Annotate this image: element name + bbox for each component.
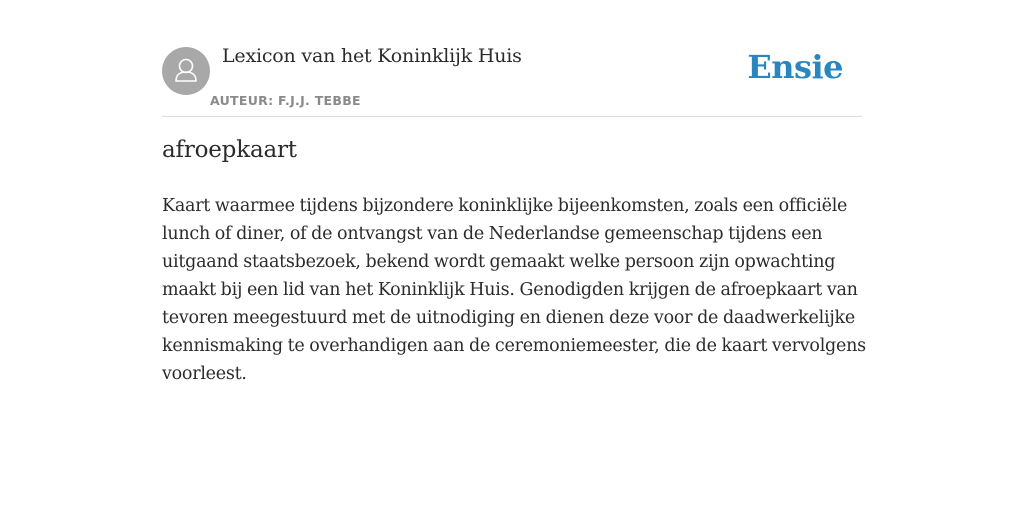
ensie-logo[interactable]: Ensie [747, 48, 843, 86]
book-title[interactable]: Lexicon van het Koninklijk Huis [222, 45, 522, 67]
entry-definition: Kaart waarmee tijdens bijzondere koninklijke bijeenkomsten, zoals een officiële lunch of diner, of de ontvangst van de Nederlandse gemeenschap tijdens een uitgaand staatsbezoek, bekend wordt gemaakt welke persoon zijn opwachting maakt bij een lid van het Koninklijk Huis. Genodigden krijgen de afroepkaart van tevoren meegestuurd met de uitnodiging en dienen deze voor de daadwerkelijke kennismaking te overhandigen aan de ceremoniemeester, die de kaart vervolgens voorleest. [162, 196, 866, 384]
author-name[interactable]: AUTEUR: F.J.J. TEBBE [210, 93, 361, 108]
entry-term: afroepkaart [162, 137, 297, 163]
author-avatar[interactable] [162, 47, 210, 95]
user-icon [162, 47, 210, 95]
header [162, 40, 862, 117]
